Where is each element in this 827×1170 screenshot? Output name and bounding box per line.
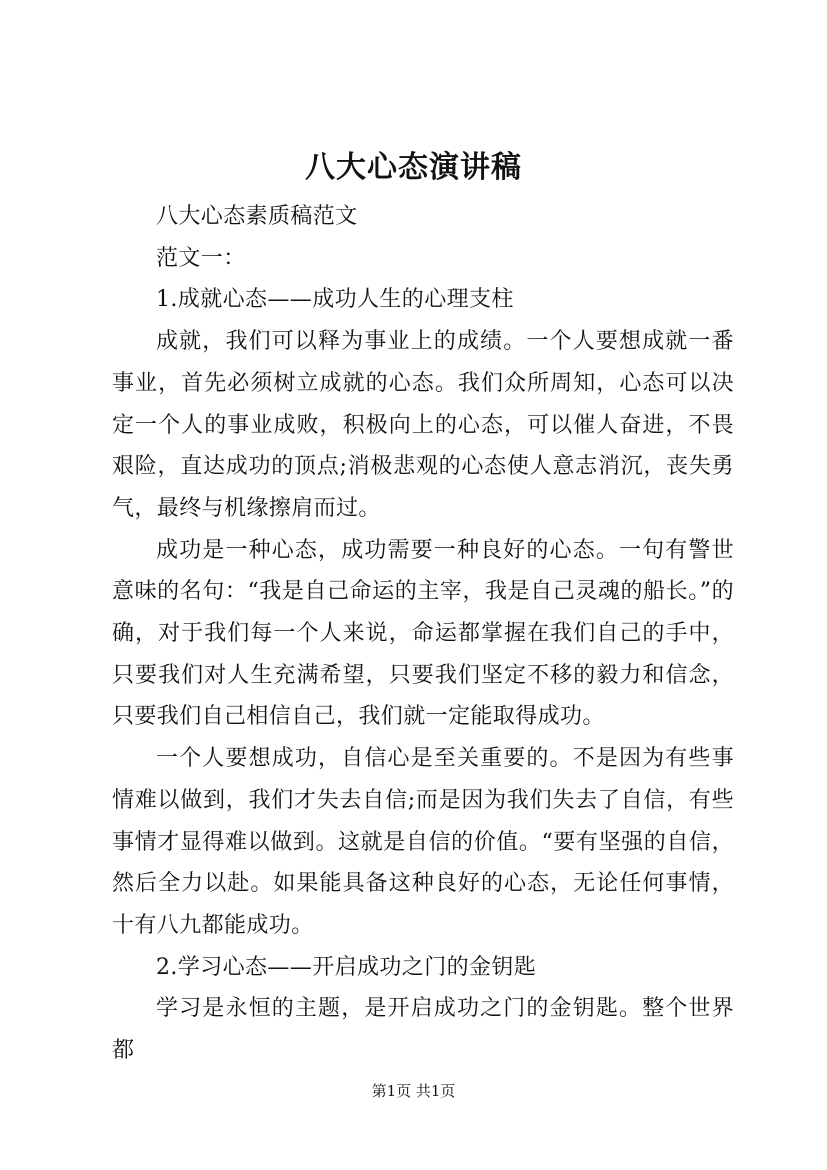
section-heading-2: 2.学习心态——开启成功之门的金钥匙 — [156, 954, 537, 980]
document-title: 八大心态演讲稿 — [305, 150, 522, 185]
paragraph: 学习是永恒的主题，是开启成功之门的金钥匙。整个世界都 — [112, 996, 734, 1064]
paragraph-subtitle: 八大心态素质稿范文 — [156, 204, 358, 229]
page-footer: 第1页 共1页 — [371, 1082, 456, 1100]
paragraph: 成就，我们可以释为事业上的成绩。一个人要想成就一番事业，首先必须树立成就的心态。我们众所周知，心态可以决定一个人的事业成败，积极向上的心态，可以催人奋进，不畏艰险，直达成功的顶点;消极悲观的心态使人意志消沉，丧失勇气，最终与机缘擦肩而过。 — [112, 329, 734, 521]
section-heading-1: 1.成就心态——成功人生的心理支柱 — [156, 287, 514, 313]
paragraph: 一个人要想成功，自信心是至关重要的。不是因为有些事情难以做到，我们才失去自信;而是因为我们失去了自信，有些事情才显得难以做到。这就是自信的价值。“要有坚强的自信，然后全力以赴。如果能具备这种良好的心态，无论任何事情，十有八九都能成功。 — [112, 746, 734, 938]
paragraph-sample-label: 范文一： — [156, 245, 246, 271]
document-body — [112, 196, 734, 1072]
paragraph: 成功是一种心态，成功需要一种良好的心态。一句有警世意味的名句：“我是自己命运的主宰，我是自己灵魂的船长。”的确，对于我们每一个人来说，命运都掌握在我们自己的手中，只要我们对人生充满希望，只要我们坚定不移的毅力和信念，只要我们自己相信自己，我们就一定能取得成功。 — [112, 537, 734, 730]
